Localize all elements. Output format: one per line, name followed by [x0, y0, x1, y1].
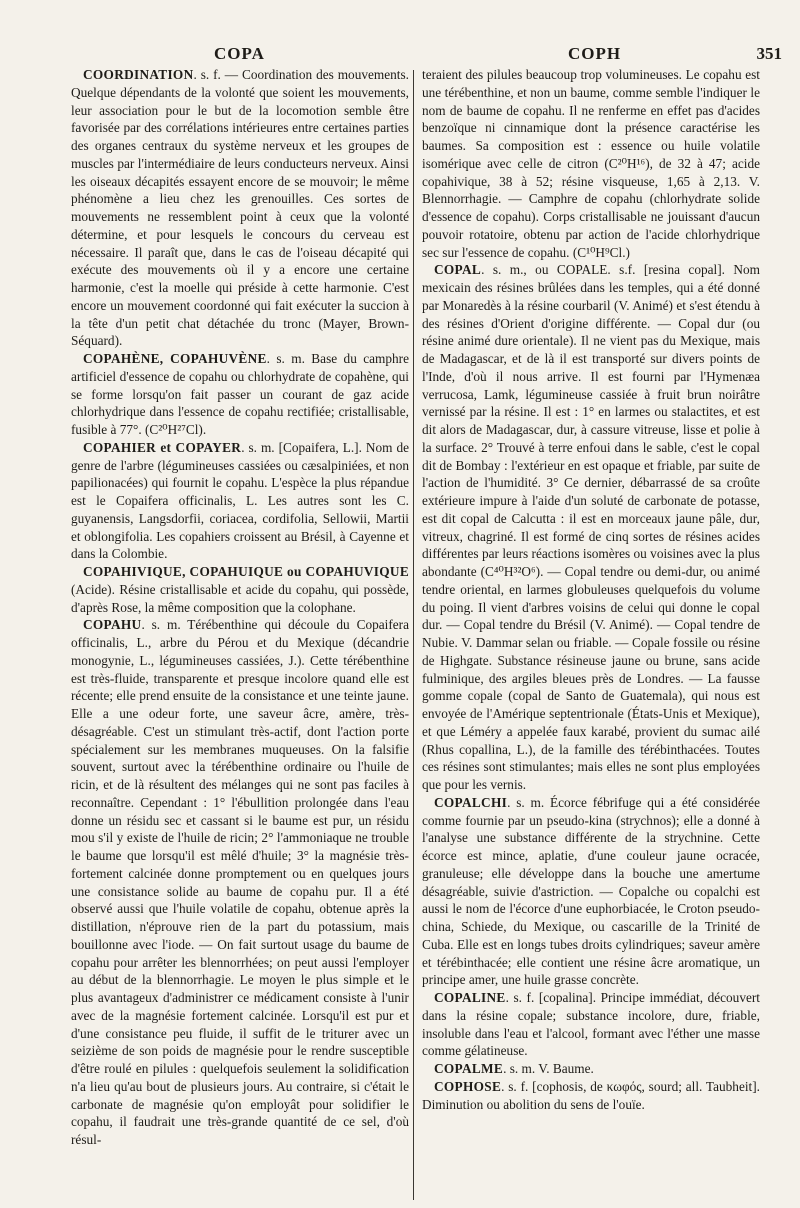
entry-text: . s. m., ou COPALE. s.f. [resina copal]. Nom mexicain des résines brûlées dans les temples, qui a été donné par Monaredès à la résine courbaril (V. Animé) et s'est étendu à des résines d'Orient d'origine différente. — Copal dur (ou résine animé dure orientale). Il ne vient pas du Mexique, mais de Madagascar, et de là il est transporté sur divers points de l'Inde, d'où il nous arrive. Il est fourni par l'Hymenæa verrucosa, Lamk, légumineuse cassiée à fruit brun noirâtre vernissé par la résine. Il est : 1° en larmes ou stalactites, et est dit alors de Madagascar, dur, à cassure vitreuse, lisse et polie à la surface. 2° Trouvé à terre enfoui dans le sable, c'est le copal dit de Bombay : l'extérieur en est opaque et friable, par suite de l'action de l'humidité. 3° Ce dernier, débarrassé de sa croûte extérieure impure à l'aide d'un soluté de carbonate de potasse, est dit copal de Calcutta : il est en morceaux jaune pâle, dur, vitreux, chagriné. Il est formé de cinq sortes de résines acides différentes par leurs réactions isomères ou voisines avec la plus abondante (C⁴⁰H³²O⁶). — Copal tendre ou demi-dur, ou animé tendre oriental, en larmes globuleuses quelquefois du volume du poing. Il vient d'arbres voisins de celui qui donne le copal dur. — Copal tendre du Brésil (V. Animé). — Copal tendre de Nubie. V. Dammar selan ou friable. — Copale fossile ou résine de Highgate. Substance résineuse jaune ou brune, sans acide fulminique, des argiles bleues près de Londres. — La fausse gomme copale (copal de Santo de Guatemala), qui nous est envoyée de l'Amérique septentrionale (États-Unis et Mexique), et que Léméry a appelée faux karabé, provient du sumac ailé (Rhus copallina, L.), de la famille des térébinthacées. Toutes ces résines sont stimulantes; mais elles ne sont plus employées que pour les vernis. — [422, 262, 760, 792]
headword: COPAHÈNE, COPAHUVÈNE — [83, 351, 267, 366]
entry-text: . s. m. [Copaifera, L.]. Nom de genre de l'arbre (légumineuses cassiées ou cæsalpiniées, et non papilionacées) qui fournit le copahu. L'espèce la plus répandue est le Copaifera officinalis, L. Les autres sont les C. guyanensis, Langsdorfii, coriacea, cordifolia, Sellowii, Martii et oblongifolia. Les copahiers croissent au Brésil, à Cayenne et dans la Colombie. — [71, 439, 410, 562]
headword: COPAL — [434, 262, 482, 278]
entry-copahier — [71, 439, 409, 563]
entry-text: . s. f. [copalina]. Principe immédiat, découvert dans la résine copale; substance incolore, dure, friable, insoluble dans l'eau et l'alcool, formant avec l'éther une masse comme gélatineuse. — [422, 990, 760, 1059]
column-divider — [413, 70, 414, 1200]
running-head-right: COPH — [568, 44, 622, 63]
entry-copal — [422, 261, 760, 794]
entry-copahene — [71, 350, 409, 439]
page-number: 351 — [756, 44, 782, 63]
headword: COPHOSE — [434, 1078, 502, 1094]
entry-text: teraient des pilules beaucoup trop volumineuses. Le copahu est une térébenthine, et non un baume, comme semble l'indiquer le nom de baume de copahu. Il ne renferme en effet pas d'acides benzoïque ni cinnamique dont la présence caractérise les baumes. Sa composition est : essence ou huile volatile isomérique avec celle de citron (C²⁰H¹⁶), de 32 à 47; acide copahivique, 38 à 52; résine visqueuse, 1,65 à 2,13. V. Blennorrhagie. — Camphre de copahu (chlorhydrate solide d'essence de copahu). Corps cristallisable ne jouissant d'aucun pouvoir rotatoire, obtenu par action de l'acide chlorhydrique sec sur l'essence de copahu. (C¹⁰H⁹Cl.) — [422, 67, 760, 260]
entry-copaline — [422, 989, 760, 1060]
entry-copalchi — [422, 794, 760, 989]
right-column — [422, 66, 760, 1113]
entry-copahu — [71, 616, 409, 1149]
headword: COPALME — [434, 1061, 504, 1076]
entry-coordination — [71, 66, 409, 350]
entry-text: . s. f. — Coordination des mouvements. Quelque dépendants de la volonté que soient les mouvements, leur association pour le but de la locomotion semble être favorisée par des corrélations intérieures entre certaines parties des organes centraux du système nerveux et les groupes de muscles par l'intermédiaire de leurs conducteurs nerveux. Ainsi les oiseaux décapités essayent encore de se mouvoir; le même phénomène a lieu chez les grenouilles. Ces sortes de mouvements ne ressemblent point à ceux que la volonté détermine, et pour lesquels le concours du cerveau est nécessaire. Il paraît que, dans le cas de l'oiseau décapité qui exécute des mouvements où il y a encore une certaine harmonie, c'est la moelle qui préside à cette harmonie. C'est encore un mouvement coordonné qui fait exécuter la succion à la tête d'un petit chat détachée du tronc (Mayer, Brown-Séquard). — [71, 67, 409, 349]
entry-text: . s. m. Écorce fébrifuge qui a été considérée comme fournie par un pseudo-kina (strychnos); elle a donné à l'analyse une substance différente de la strychnine. Cette écorce est mince, aplatie, d'une couleur jaune ocracée, granuleuse; elle développe dans la bouche une amertume désagréable, suivie d'astriction. — Copalche ou copalchi est aussi le nom de l'écorce d'une euphorbiacée, le Croton pseudo-china, Schiede, du Mexique, ou cascarille de la Trinité de Cuba. Elle est en longs tubes droits cylindriques; saveur amère et térébinthacée; elle contient une résine âcre aromatique, un principe amer, une huile grasse concrète. — [422, 794, 760, 988]
headword: COPAHIVIQUE, COPAHUIQUE ou COPAHUVIQUE — [83, 564, 409, 579]
headword: COPAHIER et COPAYER — [83, 439, 242, 455]
entry-text: . s. f. [cophosis, de κωφός, sourd; all. Taubheit]. Diminution ou abolition du sens de l'ouïe. — [422, 1078, 760, 1112]
left-column — [71, 66, 409, 1149]
entry-text: . s. m. Térébenthine qui découle du Copaifera officinalis, L., arbre du Pérou et du Mexique (décandrie monogynie, L., légumineuses cassiées, J.). Cette térébenthine est très-fluide, transparente et presque incolore quand elle est récente; elle prend ensuite de la consistance et une teinte jaune. Elle a une odeur forte, une saveur âcre, amère, très-désagréable. C'est un stimulant très-actif, dont l'action porte spécialement sur les membranes muqueuses. On la falsifie souvent, surtout avec la térébenthine ordinaire ou l'huile de ricin, et de là résultent des mélanges qui ne sont pas faciles à reconnaître. Cependant : 1° l'ébullition prolongée dans l'eau donne un résidu sec et cassant si le baume est pur, un résidu mou s'il y existe de l'huile de ricin; 2° l'ammoniaque ne trouble le baume que lorsqu'il est mêlé d'huile; 3° la magnésie très-fortement calcinée donne promptement ou en quelques jours une consistance solide au baume de copahu pur. Il a été observé aussi que l'huile volatile de copahu, obtenue après la distillation, n'éprouve rien de la part du potassium, mais bouillonne avec l'iode. — On fait surtout usage du baume de copahu pour arrêter les blennorrhées; on peut aussi l'employer au début de la blennorrhagie. Le moyen le plus simple et le plus avantageux d'administrer ce médicament consiste à l'unir avec de la magnésie fortement calcinée. Lorsqu'il est pur et d'une consistance peu fluide, il suffit de le triturer avec un seizième de son poids de magnésie pour le rendre susceptible d'être roulé en pilules : quelquefois seulement la solidification n'a lieu qu'au bout de plusieurs jours. Au contraire, si c'était le carbonate de magnésie qu'on employât pour solidifier le copahu, il faudrait une très-grande quantité de ce sel, d'où résul- — [71, 617, 409, 1147]
headword: COPALCHI — [434, 794, 508, 810]
entry-text: . s. m. V. Baume. — [503, 1061, 594, 1076]
entry-cophose — [422, 1078, 760, 1114]
entry-copahu-continued — [422, 66, 760, 261]
entry-copahivique — [71, 563, 409, 616]
headword: COORDINATION — [83, 67, 194, 82]
entry-text: (Acide). Résine cristallisable et acide du copahu, qui possède, d'après Rose, la même composition que la colophane. — [71, 581, 409, 615]
headword: COPALINE — [434, 990, 506, 1005]
entry-text: . s. m. Base du camphre artificiel d'essence de copahu ou chlorhydrate de copahène, qui se forme lorsqu'on fait passer un courant de gaz acide chlorhydrique dans l'essence de copahu rectifiée; cristallisable, fusible à 77°. (C²⁰H²⁷Cl). — [71, 351, 409, 437]
running-head-left: COPA — [214, 44, 265, 63]
entry-copalme — [422, 1060, 760, 1078]
headword: COPAHU — [83, 617, 142, 633]
